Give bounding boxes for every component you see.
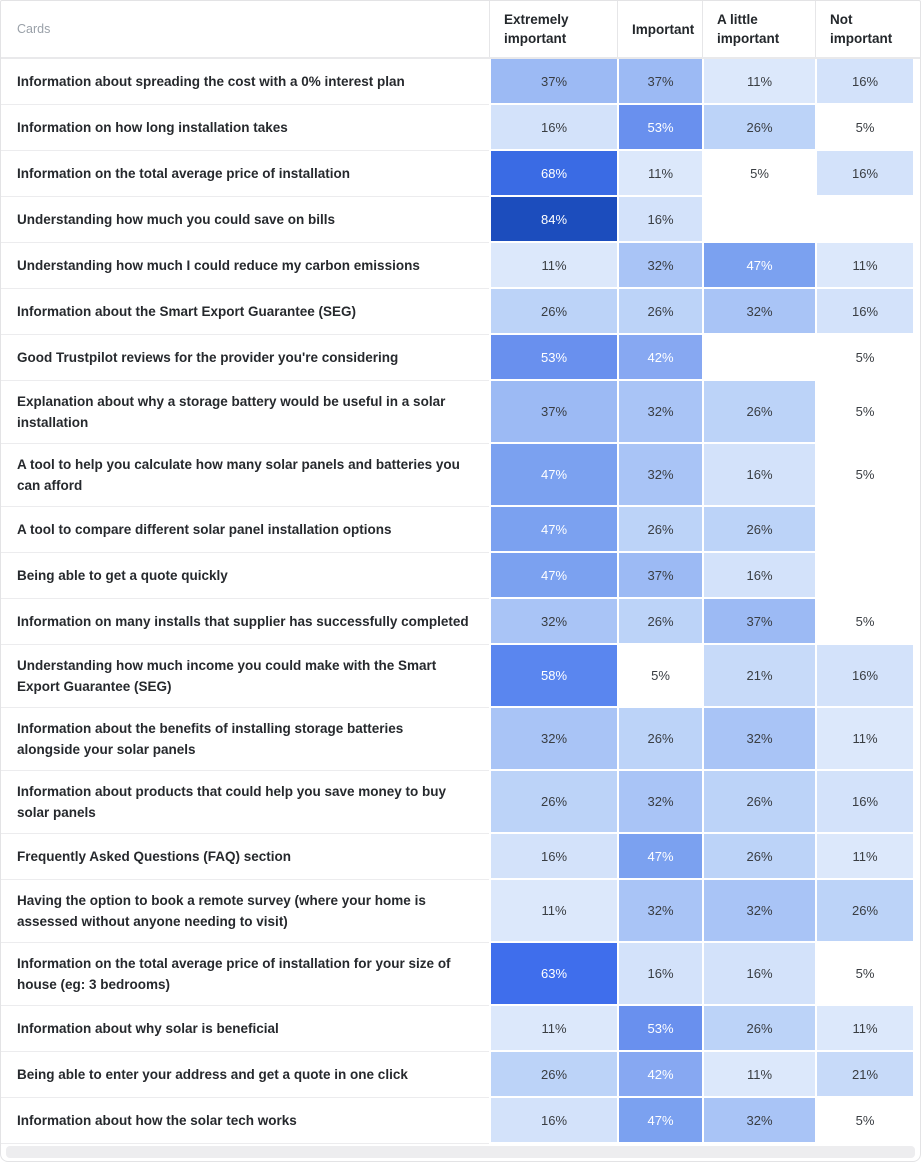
heatmap-cell: 32% <box>617 880 702 943</box>
heatmap-cell: 37% <box>617 553 702 599</box>
heatmap-cell: 26% <box>489 1052 617 1098</box>
heatmap-cell: 26% <box>702 381 815 444</box>
heatmap-cell: 32% <box>617 381 702 444</box>
heatmap-cell: 26% <box>617 599 702 645</box>
row-filler <box>913 243 920 289</box>
row-filler <box>913 105 920 151</box>
heatmap-cell: 11% <box>702 59 815 105</box>
table-row <box>1 507 920 553</box>
heatmap-cell: 37% <box>489 381 617 444</box>
heatmap-cell <box>702 335 815 381</box>
heatmap-cell: 5% <box>702 151 815 197</box>
row-label: Good Trustpilot reviews for the provider you're considering <box>1 335 489 381</box>
heatmap-cell: 16% <box>702 444 815 507</box>
heatmap-cell: 16% <box>815 771 913 834</box>
heatmap-cell: 53% <box>617 105 702 151</box>
heatmap-cell: 21% <box>702 645 815 708</box>
heatmap-cell: 32% <box>617 771 702 834</box>
row-label: Information on the total average price of installation <box>1 151 489 197</box>
table-row <box>1 243 920 289</box>
row-filler <box>913 599 920 645</box>
row-label: A tool to compare different solar panel installation options <box>1 507 489 553</box>
row-filler <box>913 553 920 599</box>
heatmap-cell <box>702 197 815 243</box>
heatmap-cell: 16% <box>815 645 913 708</box>
row-label: Information about spreading the cost with a 0% interest plan <box>1 59 489 105</box>
heatmap-cell <box>815 507 913 553</box>
heatmap-cell: 63% <box>489 943 617 1006</box>
heatmap-cell: 5% <box>815 599 913 645</box>
row-label: Information about the Smart Export Guarantee (SEG) <box>1 289 489 335</box>
row-label: Having the option to book a remote survey (where your home is assessed without anyone needing to visit) <box>1 880 489 943</box>
heatmap-cell: 21% <box>815 1052 913 1098</box>
heatmap-cell: 32% <box>617 243 702 289</box>
table-row <box>1 880 920 943</box>
row-label: Frequently Asked Questions (FAQ) section <box>1 834 489 880</box>
heatmap-cell: 26% <box>617 708 702 771</box>
column-header-1: Extremely important <box>489 1 617 57</box>
heatmap-cell: 32% <box>702 880 815 943</box>
table-row <box>1 771 920 834</box>
row-filler <box>913 151 920 197</box>
heatmap-cell: 32% <box>489 708 617 771</box>
heatmap-cell: 26% <box>702 105 815 151</box>
heatmap-cell: 16% <box>617 197 702 243</box>
heatmap-cell: 5% <box>815 1098 913 1144</box>
table-row <box>1 197 920 243</box>
heatmap-cell: 58% <box>489 645 617 708</box>
heatmap-cell: 42% <box>617 335 702 381</box>
heatmap-cell: 26% <box>489 771 617 834</box>
heatmap-cell: 32% <box>617 444 702 507</box>
row-filler <box>913 507 920 553</box>
table-row <box>1 105 920 151</box>
heatmap-cell: 32% <box>702 1098 815 1144</box>
table-row <box>1 943 920 1006</box>
table-row <box>1 381 920 444</box>
heatmap-cell: 16% <box>815 289 913 335</box>
heatmap-cell: 26% <box>617 289 702 335</box>
heatmap-cell: 47% <box>702 243 815 289</box>
table-row <box>1 1006 920 1052</box>
heatmap-cell: 26% <box>617 507 702 553</box>
horizontal-scrollbar-track[interactable] <box>6 1146 915 1158</box>
table-header <box>1 1 920 59</box>
table-row <box>1 444 920 507</box>
table-row <box>1 1052 920 1098</box>
row-label: Information on many installs that supplier has successfully completed <box>1 599 489 645</box>
heatmap-cell: 47% <box>489 553 617 599</box>
row-label: Information on how long installation takes <box>1 105 489 151</box>
row-label: Information about the benefits of installing storage batteries alongside your solar panels <box>1 708 489 771</box>
heatmap-cell: 53% <box>489 335 617 381</box>
heatmap-cell: 11% <box>815 708 913 771</box>
row-filler <box>913 444 920 507</box>
row-filler <box>913 197 920 243</box>
heatmap-cell: 11% <box>489 880 617 943</box>
cards-column-header: Cards <box>17 22 51 36</box>
heatmap-cell: 5% <box>815 444 913 507</box>
heatmap-cell <box>815 197 913 243</box>
heatmap-cell: 5% <box>617 645 702 708</box>
row-label: Information about products that could help you save money to buy solar panels <box>1 771 489 834</box>
heatmap-cell: 68% <box>489 151 617 197</box>
heatmap-cell: 11% <box>815 243 913 289</box>
row-label: Being able to enter your address and get a quote in one click <box>1 1052 489 1098</box>
row-filler <box>913 1006 920 1052</box>
row-label: Understanding how much income you could make with the Smart Export Guarantee (SEG) <box>1 645 489 708</box>
table-row <box>1 553 920 599</box>
heatmap-cell: 47% <box>617 1098 702 1144</box>
heatmap-cell: 11% <box>815 834 913 880</box>
heatmap-cell: 5% <box>815 943 913 1006</box>
column-header-3: A little important <box>702 1 815 57</box>
table-row <box>1 335 920 381</box>
row-label: Understanding how much I could reduce my carbon emissions <box>1 243 489 289</box>
heatmap-cell: 16% <box>489 834 617 880</box>
row-label: Being able to get a quote quickly <box>1 553 489 599</box>
heatmap-cell: 47% <box>617 834 702 880</box>
heatmap-cell <box>815 553 913 599</box>
heatmap-cell: 47% <box>489 444 617 507</box>
table-row <box>1 151 920 197</box>
heatmap-cell: 16% <box>617 943 702 1006</box>
row-filler <box>913 335 920 381</box>
row-filler <box>913 289 920 335</box>
heatmap-cell: 32% <box>489 599 617 645</box>
heatmap-cell: 5% <box>815 335 913 381</box>
table-row <box>1 599 920 645</box>
heatmap-cell: 26% <box>815 880 913 943</box>
heatmap-cell: 11% <box>617 151 702 197</box>
heatmap-cell: 16% <box>702 553 815 599</box>
heatmap-cell: 37% <box>702 599 815 645</box>
row-filler <box>913 771 920 834</box>
row-filler <box>913 880 920 943</box>
heatmap-cell: 16% <box>702 943 815 1006</box>
heatmap-cell: 26% <box>702 834 815 880</box>
heatmap-cell: 16% <box>489 1098 617 1144</box>
table-row <box>1 1098 920 1144</box>
heatmap-cell: 37% <box>489 59 617 105</box>
row-filler <box>913 943 920 1006</box>
row-label: Understanding how much you could save on bills <box>1 197 489 243</box>
row-label: A tool to help you calculate how many solar panels and batteries you can afford <box>1 444 489 507</box>
row-filler <box>913 834 920 880</box>
heatmap-cell: 53% <box>617 1006 702 1052</box>
heatmap-cell: 47% <box>489 507 617 553</box>
table-row <box>1 289 920 335</box>
row-label: Information about why solar is beneficial <box>1 1006 489 1052</box>
row-filler <box>913 645 920 708</box>
heatmap-cell: 11% <box>489 1006 617 1052</box>
heatmap-cell: 26% <box>702 771 815 834</box>
table-row <box>1 59 920 105</box>
row-filler <box>913 59 920 105</box>
row-label: Information about how the solar tech works <box>1 1098 489 1144</box>
header-filler <box>913 1 920 57</box>
heatmap-cell: 26% <box>702 507 815 553</box>
heatmap-cell: 5% <box>815 105 913 151</box>
row-label: Information on the total average price of installation for your size of house (eg: 3 bedrooms) <box>1 943 489 1006</box>
table-row <box>1 708 920 771</box>
row-filler <box>913 708 920 771</box>
table-row <box>1 834 920 880</box>
heatmap-cell: 26% <box>702 1006 815 1052</box>
row-label: Explanation about why a storage battery would be useful in a solar installation <box>1 381 489 444</box>
heatmap-cell: 16% <box>815 151 913 197</box>
heatmap-cell: 11% <box>702 1052 815 1098</box>
heatmap-cell: 5% <box>815 381 913 444</box>
column-header-4: Not important <box>815 1 913 57</box>
heatmap-cell: 42% <box>617 1052 702 1098</box>
heatmap-cell: 16% <box>815 59 913 105</box>
column-header-2: Important <box>617 1 702 57</box>
row-filler <box>913 381 920 444</box>
row-filler <box>913 1052 920 1098</box>
heatmap-cell: 32% <box>702 708 815 771</box>
heatmap-cell: 32% <box>702 289 815 335</box>
heatmap-cell: 11% <box>489 243 617 289</box>
heatmap-cell: 26% <box>489 289 617 335</box>
heatmap-cell: 11% <box>815 1006 913 1052</box>
heatmap-cell: 37% <box>617 59 702 105</box>
table-body <box>1 59 920 1144</box>
table-row <box>1 645 920 708</box>
heatmap-cell: 84% <box>489 197 617 243</box>
row-filler <box>913 1098 920 1144</box>
heatmap-cell: 16% <box>489 105 617 151</box>
